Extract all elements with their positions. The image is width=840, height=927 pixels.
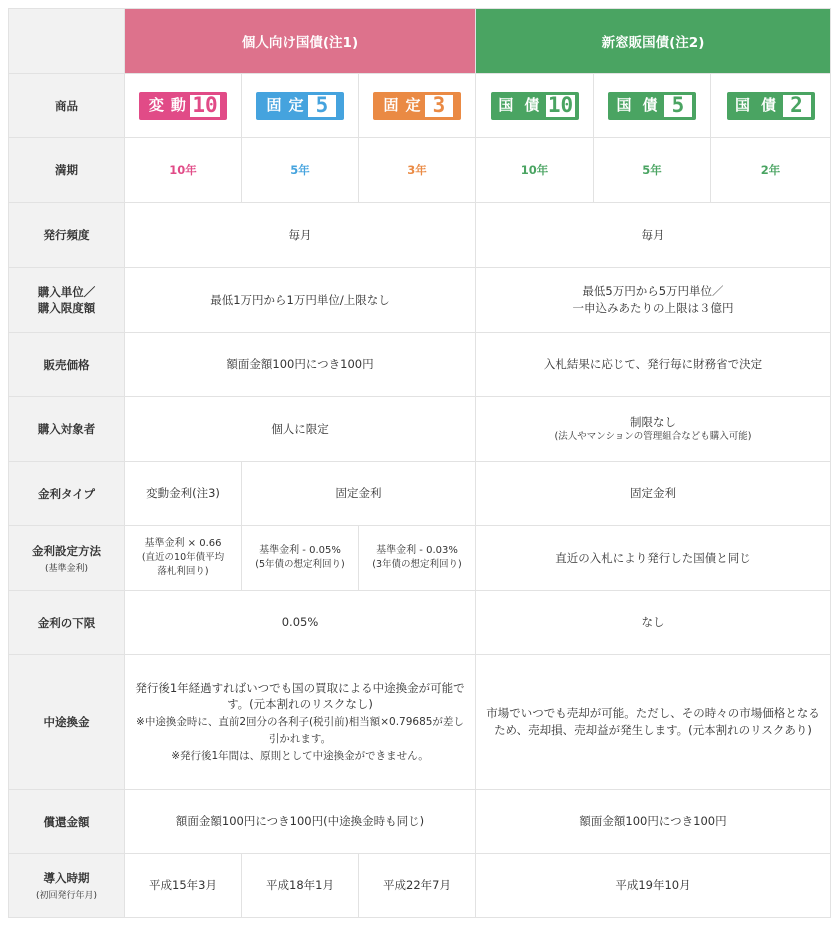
row-eligible: [9, 397, 831, 462]
row-label-rate-type: 金利タイプ: [9, 462, 125, 526]
group-header-personal: 個人向け国債(注1): [125, 9, 476, 74]
repayment-personal: 額面金額100円につき100円(中途換金時も同じ): [125, 790, 476, 854]
intro-kotei5: 平成18年1月: [242, 854, 359, 918]
group-header-newwindow: 新窓販国債(注2): [476, 9, 831, 74]
row-label-intro: 導入時期 (初回発行年月): [9, 854, 125, 918]
jgb-comparison-table: [8, 8, 831, 918]
row-label-redemption: 中途換金: [9, 655, 125, 790]
floor-personal: 0.05%: [125, 591, 476, 655]
rate-type-newwindow: 固定金利: [476, 462, 831, 526]
intro-hendo10: 平成15年3月: [125, 854, 242, 918]
eligible-personal: 個人に限定: [125, 397, 476, 462]
maturity-value: 3年: [359, 138, 476, 203]
row-intro: [9, 854, 831, 918]
intro-newwindow: 平成19年10月: [476, 854, 831, 918]
kokusai-5-badge-icon: 国 債 5: [608, 92, 696, 120]
maturity-value: 5年: [594, 138, 711, 203]
row-label-price: 販売価格: [9, 333, 125, 397]
row-product: [9, 74, 831, 138]
maturity-value: 2年: [711, 138, 831, 203]
product-cell: [711, 74, 831, 138]
rate-type-hendo: 変動金利(注3): [125, 462, 242, 526]
rate-type-fixed: 固定金利: [242, 462, 476, 526]
row-label-eligible: 購入対象者: [9, 397, 125, 462]
rate-method-hendo: 基準金利 × 0.66 (直近の10年債平均 落札利回り): [125, 526, 242, 591]
rate-method-newwindow: 直近の入札により発行した国債と同じ: [476, 526, 831, 591]
floor-newwindow: なし: [476, 591, 831, 655]
row-price: [9, 333, 831, 397]
price-newwindow: 入札結果に応じて、発行毎に財務省で決定: [476, 333, 831, 397]
product-cell: [125, 74, 242, 138]
price-personal: 額面金額100円につき100円: [125, 333, 476, 397]
eligible-newwindow: 制限なし (法人やマンションの管理組合なども購入可能): [476, 397, 831, 462]
unit-newwindow: 最低5万円から5万円単位／ 一申込みあたりの上限は３億円: [476, 268, 831, 333]
frequency-personal: 毎月: [125, 203, 476, 268]
row-unit: [9, 268, 831, 333]
row-label-frequency: 発行頻度: [9, 203, 125, 268]
maturity-value: 10年: [125, 138, 242, 203]
corner-cell: [9, 9, 125, 74]
row-floor: [9, 591, 831, 655]
row-label-product: 商品: [9, 74, 125, 138]
hendo-10-badge-icon: 変 動 10: [139, 92, 227, 120]
row-rate-type: [9, 462, 831, 526]
redemption-personal: 発行後1年経過すればいつでも国の買取による中途換金が可能です。(元本割れのリスクなし) ※中途換金時に、直前2回分の各利子(税引前)相当額×0.79685が差し引かれます。 ※発行後1年間は、原則として中途換金ができません。: [125, 655, 476, 790]
intro-kotei3: 平成22年7月: [359, 854, 476, 918]
product-cell: [594, 74, 711, 138]
row-maturity: [9, 138, 831, 203]
product-cell: [359, 74, 476, 138]
frequency-newwindow: 毎月: [476, 203, 831, 268]
kotei-3-badge-icon: 固 定 3: [373, 92, 461, 120]
row-label-repayment: 償還金額: [9, 790, 125, 854]
rate-method-kotei3: 基準金利 - 0.03% (3年債の想定利回り): [359, 526, 476, 591]
kokusai-10-badge-icon: 国 債 10: [491, 92, 579, 120]
redemption-newwindow: 市場でいつでも売却が可能。ただし、その時々の市場価格となるため、売却損、売却益が発生します。(元本割れのリスクあり): [476, 655, 831, 790]
row-label-floor: 金利の下限: [9, 591, 125, 655]
rate-method-kotei5: 基準金利 - 0.05% (5年債の想定利回り): [242, 526, 359, 591]
repayment-newwindow: 額面金額100円につき100円: [476, 790, 831, 854]
kotei-5-badge-icon: 固 定 5: [256, 92, 344, 120]
unit-personal: 最低1万円から1万円単位/上限なし: [125, 268, 476, 333]
maturity-value: 5年: [242, 138, 359, 203]
row-repayment: [9, 790, 831, 854]
row-frequency: [9, 203, 831, 268]
row-label-rate-method: 金利設定方法 (基準金利): [9, 526, 125, 591]
product-cell: [242, 74, 359, 138]
row-label-maturity: 満期: [9, 138, 125, 203]
kokusai-2-badge-icon: 国 債 2: [727, 92, 815, 120]
product-cell: [476, 74, 594, 138]
row-rate-method: [9, 526, 831, 591]
maturity-value: 10年: [476, 138, 594, 203]
row-label-unit: 購入単位／ 購入限度額: [9, 268, 125, 333]
row-redemption: [9, 655, 831, 790]
